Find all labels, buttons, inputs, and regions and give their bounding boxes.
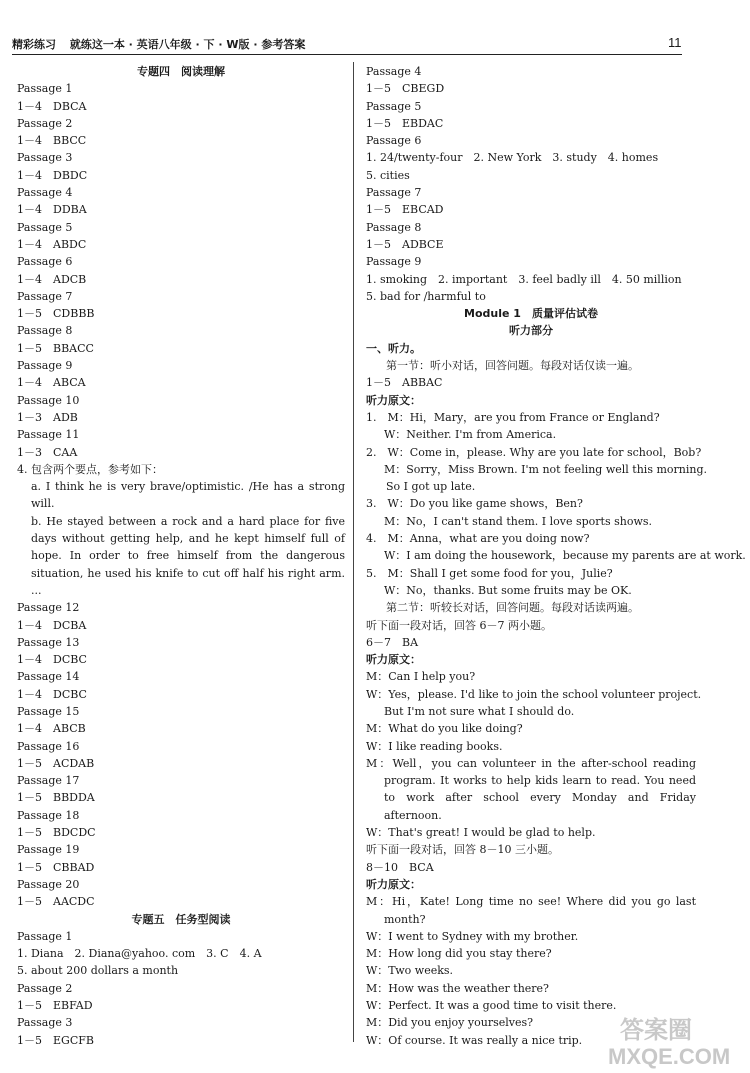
text-line: 听力部分 [509, 324, 553, 338]
text-line: M：How was the weather there? [366, 981, 549, 995]
text-line: W：I like reading books. [366, 739, 503, 753]
text-line: 1－3 ADB [17, 410, 78, 424]
text-line: 5. M：Shall I get some food for you，Julie? [366, 566, 613, 580]
text-line: 听力原文： [366, 877, 421, 891]
text-line: Passage 7 [366, 186, 422, 200]
text-line: Passage 8 [366, 220, 422, 234]
text-line: Passage 3 [17, 1016, 73, 1030]
text-line: Passage 17 [17, 774, 80, 788]
text-line: Passage 4 [366, 65, 422, 78]
text-line: 第二节：听较长对话，回答问题。每段对话读两遍。 [386, 601, 639, 615]
text-line: 1－5 AACDC [17, 895, 95, 909]
text-line: Module 1 质量评估试卷 [464, 307, 598, 321]
text-line: M：Well，you can volunteer in the after-school reading program. It works to help kids learn to read. You need to work after school every Monday and Friday afternoon. [366, 756, 696, 822]
text-line: Passage 6 [17, 255, 73, 269]
text-line: Passage 7 [17, 289, 73, 303]
text-line: 1－4 DDBA [17, 203, 87, 217]
text-line: W：Two weeks. [366, 964, 454, 978]
text-line: 1－3 CAA [17, 445, 78, 459]
text-line: Passage 2 [17, 116, 73, 130]
svg-text:答案圈: 答案圈 [620, 1016, 692, 1044]
text-line: Passage 2 [17, 981, 73, 995]
svg-text:MXQE.COM: MXQE.COM [608, 1044, 731, 1069]
text-line: Passage 8 [17, 324, 73, 338]
text-line: Passage 3 [17, 151, 73, 165]
text-line: 1－5 ADBCE [366, 237, 444, 251]
text-line: 1－5 BBACC [17, 341, 94, 355]
right-column [366, 63, 746, 1049]
text-line: M：How long did you stay there? [366, 947, 552, 961]
text-line: 1－5 ABBAC [366, 376, 443, 390]
text-line: Passage 10 [17, 393, 80, 407]
text-line: 5. bad for /harmful to [366, 289, 486, 303]
text-line: 1－5 BBDDA [17, 791, 95, 805]
text-line: Passage 9 [17, 359, 73, 373]
text-line: 1－4 DBCA [17, 99, 87, 113]
text-line: a. I think he is very brave/optimistic. /He has a strong will. [31, 480, 345, 511]
series-name: 精彩练习 [12, 38, 56, 51]
text-line: Passage 16 [17, 739, 80, 753]
page-header [12, 34, 682, 55]
text-line: 1－4 DBDC [17, 168, 88, 182]
text-line: 1－4 ABDC [17, 237, 87, 251]
text-line: 1－5 CDBBB [17, 307, 95, 321]
text-line: 1－4 DCBC [17, 653, 87, 667]
text-line: W：No，thanks. But some fruits may be OK. [384, 583, 632, 597]
text-line: 4. 包含两个要点，参考如下： [17, 462, 163, 476]
text-line: Passage 18 [17, 808, 80, 822]
text-line: 一、听力。 [366, 341, 421, 355]
text-line: 1. smoking 2. important 3. feel badly ill 4. 50 million [366, 272, 682, 286]
text-line: 1－5 EGCFB [17, 1033, 94, 1047]
text-line: M：No，I can't stand them. I love sports shows. [384, 514, 653, 528]
text-line: 1－4 ABCA [17, 376, 86, 390]
text-line: So I got up late. [386, 480, 476, 494]
text-line: 1－5 CBBAD [17, 860, 95, 874]
text-line: 1－5 ACDAB [17, 756, 95, 770]
text-line: 专题五 任务型阅读 [131, 912, 231, 926]
text-line: 听下面一段对话，回答 6－7 两小题。 [366, 618, 552, 632]
column-divider [353, 62, 354, 1042]
text-line: M：Hi，Kate! Long time no see! Where did you go last month? [366, 895, 696, 926]
text-line: W：I am doing the housework，because my parents are at work. [384, 549, 746, 563]
text-line: 1. M：Hi，Mary，are you from France or England? [366, 410, 660, 424]
text-line: 1－5 EBDAC [366, 116, 444, 130]
text-line: W：Of course. It was really a nice trip. [366, 1033, 583, 1047]
page-number: 11 [668, 35, 682, 50]
text-line: Passage 5 [366, 99, 422, 113]
text-line: 4. M：Anna，what are you doing now? [366, 532, 590, 546]
text-line: 专题四 阅读理解 [137, 65, 225, 78]
book-title: 就练这一本 · 英语八年级 · 下 · W版 · 参考答案 [69, 38, 306, 51]
text-line: 1－5 EBFAD [17, 999, 93, 1013]
text-line: Passage 15 [17, 704, 80, 718]
text-line: M：What do you like doing? [366, 722, 523, 736]
text-line: Passage 9 [366, 255, 422, 269]
text-line: Passage 4 [17, 186, 73, 200]
text-line: 5. cities [366, 168, 410, 182]
text-line: 2. W：Come in，please. Why are you late for school，Bob? [366, 445, 702, 459]
text-line: Passage 1 [17, 82, 73, 96]
left-column [17, 63, 345, 1049]
text-line: 1－5 BDCDC [17, 826, 96, 840]
text-line: 1－5 CBEGD [366, 82, 445, 96]
text-line: Passage 11 [17, 428, 80, 442]
text-line: Passage 1 [17, 929, 73, 943]
text-line: Passage 6 [366, 134, 422, 148]
text-line: 5. about 200 dollars a month [17, 964, 179, 978]
text-line: M：Can I help you? [366, 670, 476, 684]
header-text [12, 36, 305, 52]
text-line: 听下面一段对话，回答 8－10 三小题。 [366, 843, 559, 857]
text-line: 8－10 BCA [366, 860, 434, 874]
text-line: W：I went to Sydney with my brother. [366, 929, 579, 943]
text-line: 1－5 EBCAD [366, 203, 444, 217]
text-line: Passage 19 [17, 843, 80, 857]
text-line: 听力原文： [366, 653, 421, 667]
text-line: 3. W：Do you like game shows，Ben? [366, 497, 583, 511]
text-line: 1－4 BBCC [17, 134, 87, 148]
text-line: Passage 12 [17, 601, 80, 615]
text-line: 1. 24/twenty-four 2. New York 3. study 4. homes [366, 151, 659, 165]
text-line: 听力原文： [366, 393, 421, 407]
watermark-logo [600, 1010, 740, 1070]
text-line: W：Perfect. It was a good time to visit there. [366, 999, 617, 1013]
text-line: W：Yes，please. I'd like to join the school volunteer project. [366, 687, 702, 701]
text-line: b. He stayed between a rock and a hard place for five days without getting help, and he kept himself full of hope. In order to free himself from the dangerous situation, he used his knife to cut off half his right arm. ... [31, 514, 345, 597]
text-line: Passage 13 [17, 635, 80, 649]
text-line: W：Neither. I'm from America. [384, 428, 557, 442]
text-line: 1. Diana 2. Diana@yahoo. com 3. C 4. A [17, 947, 262, 961]
text-line: W：That's great! I would be glad to help. [366, 826, 596, 840]
text-line: 1－4 DCBC [17, 687, 87, 701]
text-line: Passage 20 [17, 877, 80, 891]
text-line: 第一节：听小对话，回答问题。每段对话仅读一遍。 [386, 359, 639, 373]
text-line: Passage 5 [17, 220, 73, 234]
text-line: 1－4 DCBA [17, 618, 87, 632]
text-line: M：Sorry，Miss Brown. I'm not feeling well this morning. [384, 462, 708, 476]
text-line: M：Did you enjoy yourselves? [366, 1016, 534, 1030]
text-line: 6－7 BA [366, 635, 419, 649]
text-line: Passage 14 [17, 670, 80, 684]
text-line: 1－4 ADCB [17, 272, 87, 286]
text-line: But I'm not sure what I should do. [384, 704, 575, 718]
text-line: 1－4 ABCB [17, 722, 86, 736]
